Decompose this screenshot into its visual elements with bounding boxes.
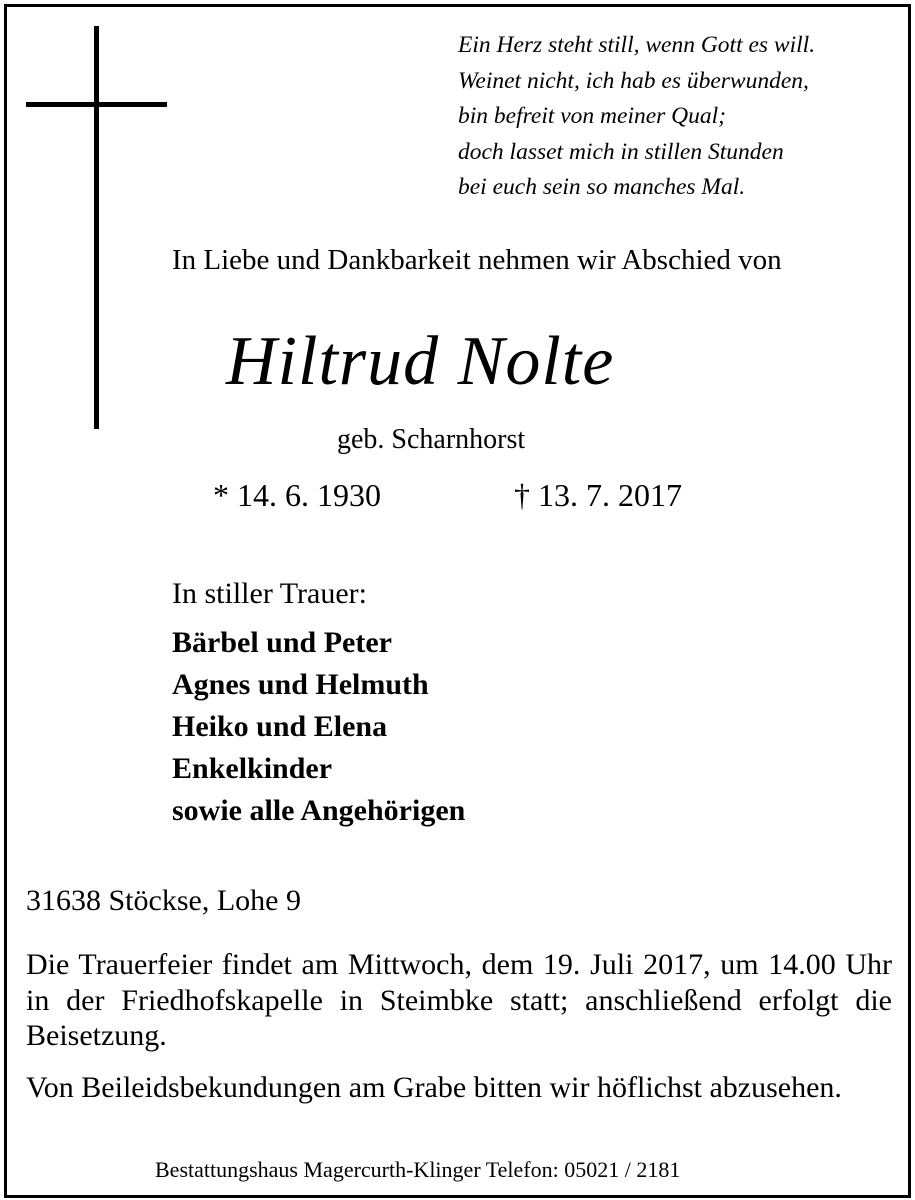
mourning-label: In stiller Trauer: [172, 577, 367, 610]
poem-line: doch lasset mich in stillen Stunden [458, 138, 784, 165]
poem-line: Ein Herz steht still, wenn Gott es will. [458, 32, 816, 58]
address: 31638 Stöckse, Lohe 9 [26, 884, 301, 917]
mourner-item: Agnes und Helmuth [172, 668, 429, 701]
death-date: † 13. 7. 2017 [514, 477, 682, 513]
ceremony-notice: Die Trauerfeier findet am Mittwoch, dem 19. Juli 2017, um 14.00 Uhr in der Friedhofskapelle in Steimbke statt; anschließend erfolgt die Beisetzung. [26, 948, 892, 1052]
poem [458, 28, 898, 206]
deceased-name: Hiltrud Nolte [226, 323, 615, 400]
funeral-home-footer: Bestattungshaus Magercurth-Klinger Telefon: 05021 / 2181 [155, 1157, 681, 1182]
condolences-notice: Von Beileidsbekundungen am Grabe bitten wir höflichst abzusehen. [26, 1071, 842, 1104]
poem-line: bin befreit von meiner Qual; [458, 103, 727, 129]
poem-line: Weinet nicht, ich hab es überwunden, [458, 67, 809, 94]
maiden-name: geb. Scharnhorst [337, 424, 526, 455]
intro-text: In Liebe und Dankbarkeit nehmen wir Abschied von [172, 244, 782, 276]
cross-horizontal-bar [26, 102, 167, 107]
mourner-item: Enkelkinder [172, 752, 333, 785]
mourner-item: Heiko und Elena [172, 710, 388, 743]
mourner-item: sowie alle Angehörigen [172, 794, 466, 827]
mourner-item: Bärbel und Peter [172, 626, 392, 659]
cross-vertical-bar [94, 26, 99, 429]
poem-line: bei euch sein so manches Mal. [458, 174, 746, 200]
birth-date: * 14. 6. 1930 [213, 477, 381, 513]
mourners-list [172, 622, 465, 832]
